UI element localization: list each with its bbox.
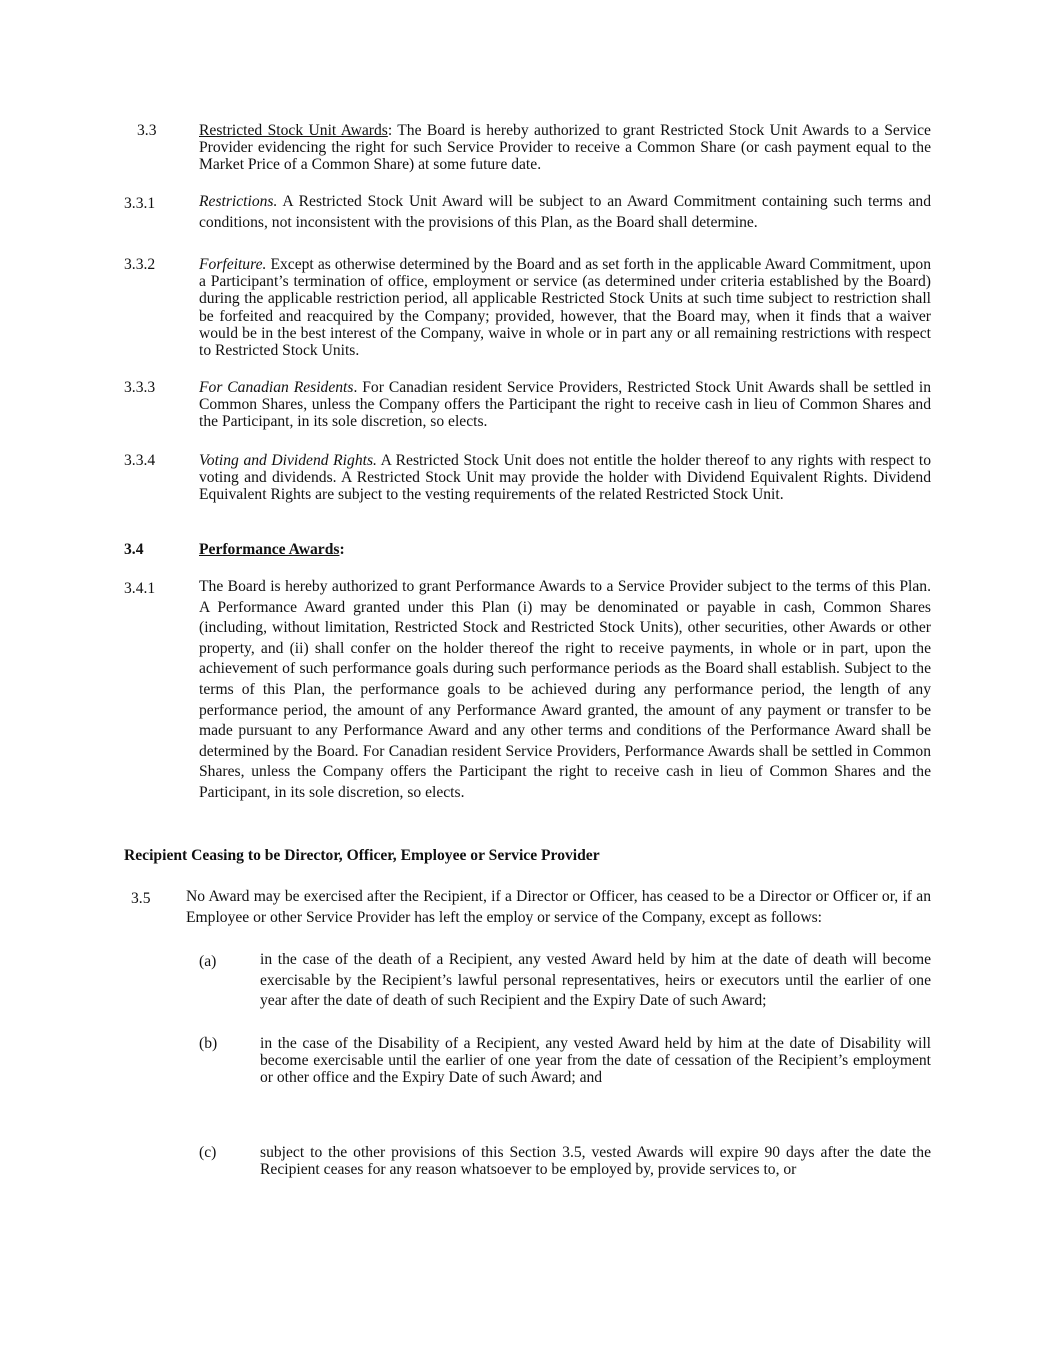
section-number-3-3-1: 3.3.1: [124, 195, 156, 212]
section-3-3-4-heading: Voting and Dividend Rights.: [199, 452, 377, 469]
section-3-3-4-text: A Restricted Stock Unit does not entitle the holder thereof to any rights with respect to voting and dividends. A Restricted Stock Unit may provide the holder with Dividend Equivalent Rights. Dividend Equivalent Rights are subject to the vesting requirements of the related Restricted Stock Unit.: [199, 452, 931, 504]
section-3-3-paragraph: [199, 122, 931, 174]
section-3-3-heading: Restricted Stock Unit Awards: [199, 122, 388, 139]
section-number-3-3: 3.3: [137, 122, 157, 139]
section-3-3-2-heading: Forfeiture.: [199, 256, 267, 273]
list-item-c-text: subject to the other provisions of this Section 3.5, vested Awards will expire 90 days after the date the Recipient ceases for any reason whatsoever to be employed by, provide services to, or: [260, 1144, 931, 1179]
section-number-3-3-2: 3.3.2: [124, 256, 156, 273]
list-item-a-text: in the case of the death of a Recipient, any vested Award held by him at the date of death will become exercisable by the Recipient’s lawful personal representatives, heirs or executors until the earlier of one year after the date of death of such Recipient and the Expiry Date of such Award;: [260, 951, 931, 1010]
recipient-ceasing-heading: Recipient Ceasing to be Director, Officer, Employee or Service Provider: [124, 847, 600, 864]
list-item-b-label: (b): [199, 1035, 218, 1052]
section-3-3-3-paragraph: [199, 379, 931, 431]
section-3-4-1-paragraph: The Board is hereby authorized to grant Performance Awards to a Service Provider subject to the terms of this Plan. A Performance Award granted under this Plan (i) may be denominated or payable in cash, Common Shares (including, without limitation, Restricted Stock and Restricted Stock Units), other securities, other Awards or other property, and (ii) shall confer on the holder thereof the right to receive payments, in whole or in part, upon the achievement of such performance goals during such performance periods as the Board shall establish. Subject to the terms of this Plan, the performance goals to be achieved during any performance period, the length of any performance period, the amount of any Performance Award granted, the amount of any payment or transfer to be made pursuant to any Performance Award and any other terms and conditions of the Performance Award shall be determined by the Board. For Canadian resident Service Providers, Performance Awards shall be settled in Common Shares, unless the Company offers the Participant the right to receive cash in lieu of Common Shares and the Participant, in its sole discretion, so elects.: [199, 578, 931, 801]
section-3-4-title: [199, 541, 345, 558]
section-number-3-4-1: 3.4.1: [124, 580, 156, 597]
section-3-3-2-paragraph: [199, 256, 931, 359]
list-item-c-label: (c): [199, 1144, 217, 1161]
section-3-5-paragraph: No Award may be exercised after the Recipient, if a Director or Officer, has ceased to be a Director or Officer or, if an Employee or other Service Provider has left the employ or service of the Company, except as follows:: [186, 888, 931, 926]
section-3-3-1-heading: Restrictions.: [199, 193, 278, 210]
section-number-3-3-4: 3.3.4: [124, 452, 156, 469]
list-item-b-text: in the case of the Disability of a Recipient, any vested Award held by him at the date of Disability will become exercisable until the earlier of one year from the date of cessation of the Recipient’s employment or other office and the Expiry Date of such Award; and: [260, 1035, 931, 1087]
section-3-3-text: : The Board is hereby authorized to grant Restricted Stock Unit Awards to a Service Provider evidencing the right for such Service Provider to receive a Common Share (or cash payment equal to the Market Price of a Common Share) at some future date.: [199, 122, 931, 174]
section-number-3-3-3: 3.3.3: [124, 379, 156, 396]
section-number-3-4: 3.4: [124, 541, 144, 558]
list-item-a-label: (a): [199, 953, 217, 970]
section-3-3-1-paragraph: [199, 192, 931, 233]
section-3-3-3-heading: For Canadian Residents: [199, 379, 354, 396]
section-3-4-heading: Performance Awards: [199, 541, 340, 558]
section-3-3-1-text: A Restricted Stock Unit Award will be subject to an Award Commitment containing such terms and conditions, not inconsistent with the provisions of this Plan, as the Board shall determine.: [199, 193, 931, 231]
section-3-4-suffix: :: [339, 541, 345, 558]
section-3-3-2-text: Except as otherwise determined by the Board and as set forth in the applicable Award Commitment, upon a Participant’s termination of office, employment or service (as determined under criteria established by the Board) during the applicable restriction period, all applicable Restricted Stock Units at such time subject to restriction shall be forfeited and reacquired by the Company; provided, however, that the Board may, when it finds that a waiver would be in the best interest of the Company, waive in whole or in part any or all remaining restrictions with respect to Restricted Stock Units.: [199, 256, 931, 360]
section-3-3-4-paragraph: [199, 452, 931, 504]
section-3-3-3-text: . For Canadian resident Service Providers, Restricted Stock Unit Awards shall be settled in Common Shares, unless the Company offers the Participant the right to receive cash in lieu of Common Shares and the Participant, in its sole discretion, so elects.: [199, 379, 931, 431]
section-number-3-5: 3.5: [131, 890, 151, 907]
